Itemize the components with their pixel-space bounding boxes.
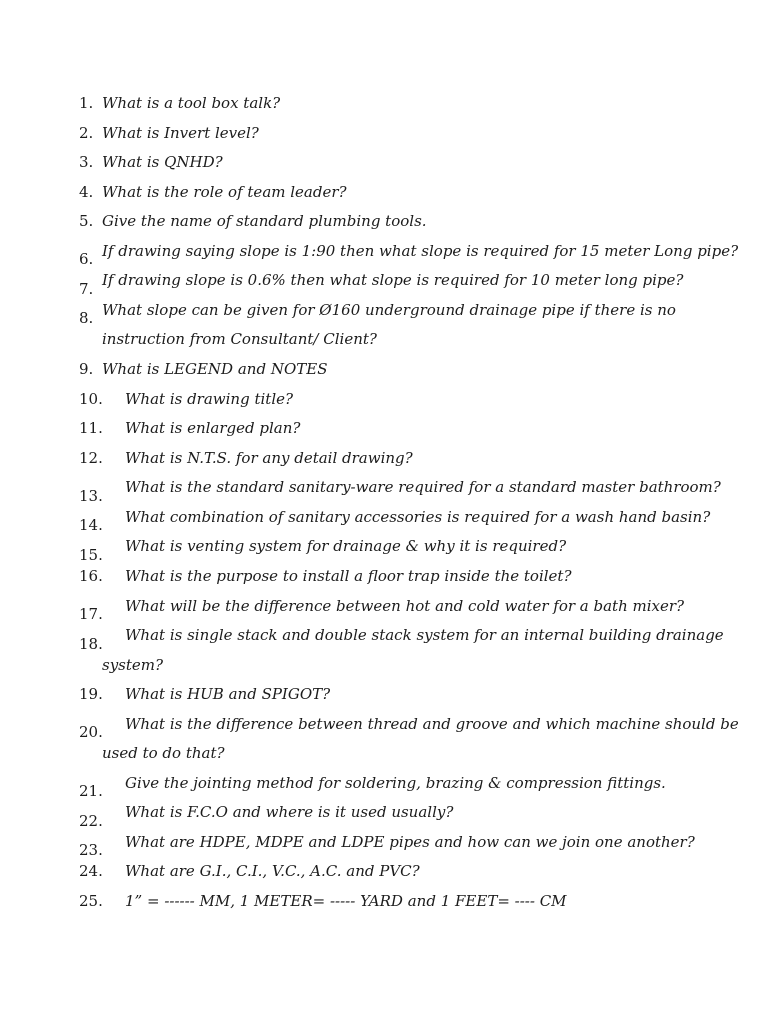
question-text: What is drawing title? — [125, 390, 294, 408]
question-number: 13. — [79, 487, 103, 505]
question-number: 5. — [79, 212, 94, 230]
question-number: 2. — [79, 124, 94, 142]
question-number: 21. — [79, 782, 103, 800]
question-number: 8. — [79, 309, 94, 327]
question-text: Give the name of standard plumbing tools. — [102, 212, 427, 230]
question-text: What is LEGEND and NOTES — [102, 360, 328, 378]
question-text: If drawing saying slope is 1:90 then what slope is required for 15 meter Long pipe? — [102, 242, 739, 260]
question-text: What are HDPE, MDPE and LDPE pipes and how can we join one another? — [125, 833, 695, 851]
question-number: 23. — [79, 841, 103, 859]
question-number: 4. — [79, 183, 94, 201]
question-text: What are G.I., C.I., V.C., A.C. and PVC? — [125, 862, 420, 880]
question-number: 12. — [79, 449, 103, 467]
question-number: 10. — [79, 390, 103, 408]
question-number: 22. — [79, 812, 103, 830]
question-number: 25. — [79, 892, 103, 910]
question-number: 7. — [79, 280, 94, 298]
question-text: What is enlarged plan? — [125, 419, 301, 437]
question-text: What is QNHD? — [102, 153, 223, 171]
question-number: 20. — [79, 723, 103, 741]
question-number: 16. — [79, 567, 103, 585]
question-text: What is the difference between thread and groove and which machine should be — [125, 715, 739, 733]
question-number: 24. — [79, 862, 103, 880]
question-number: 6. — [79, 250, 94, 268]
question-text: What combination of sanitary accessories is required for a wash hand basin? — [125, 508, 711, 526]
question-text: What is F.C.O and where is it used usually? — [125, 803, 454, 821]
question-text: If drawing slope is 0.6% then what slope is required for 10 meter long pipe? — [102, 271, 684, 289]
question-text: What slope can be given for Ø160 underground drainage pipe if there is no — [102, 301, 676, 319]
question-text: What is single stack and double stack system for an internal building drainage — [125, 626, 724, 644]
question-continuation: system? — [102, 656, 164, 674]
question-number: 14. — [79, 516, 103, 534]
question-number: 3. — [79, 153, 94, 171]
question-text: What is the standard sanitary-ware required for a standard master bathroom? — [125, 478, 721, 496]
question-text: What is a tool box talk? — [102, 94, 281, 112]
question-text: Give the jointing method for soldering, brazing & compression fittings. — [125, 774, 666, 792]
question-text: What is the role of team leader? — [102, 183, 347, 201]
question-text: What will be the difference between hot and cold water for a bath mixer? — [125, 597, 685, 615]
question-text: What is N.T.S. for any detail drawing? — [125, 449, 413, 467]
question-text: What is the purpose to install a floor trap inside the toilet? — [125, 567, 572, 585]
question-number: 9. — [79, 360, 94, 378]
question-text: 1” = ------ MM, 1 METER= ----- YARD and 1 FEET= ---- CM — [125, 892, 567, 910]
question-continuation: used to do that? — [102, 744, 225, 762]
question-number: 15. — [79, 546, 103, 564]
question-number: 11. — [79, 419, 103, 437]
question-text: What is HUB and SPIGOT? — [125, 685, 331, 703]
question-number: 1. — [79, 94, 94, 112]
question-text: What is Invert level? — [102, 124, 259, 142]
question-number: 19. — [79, 685, 103, 703]
question-text: What is venting system for drainage & why it is required? — [125, 537, 567, 555]
question-number: 18. — [79, 635, 103, 653]
question-number: 17. — [79, 605, 103, 623]
question-continuation: instruction from Consultant/ Client? — [102, 330, 377, 348]
